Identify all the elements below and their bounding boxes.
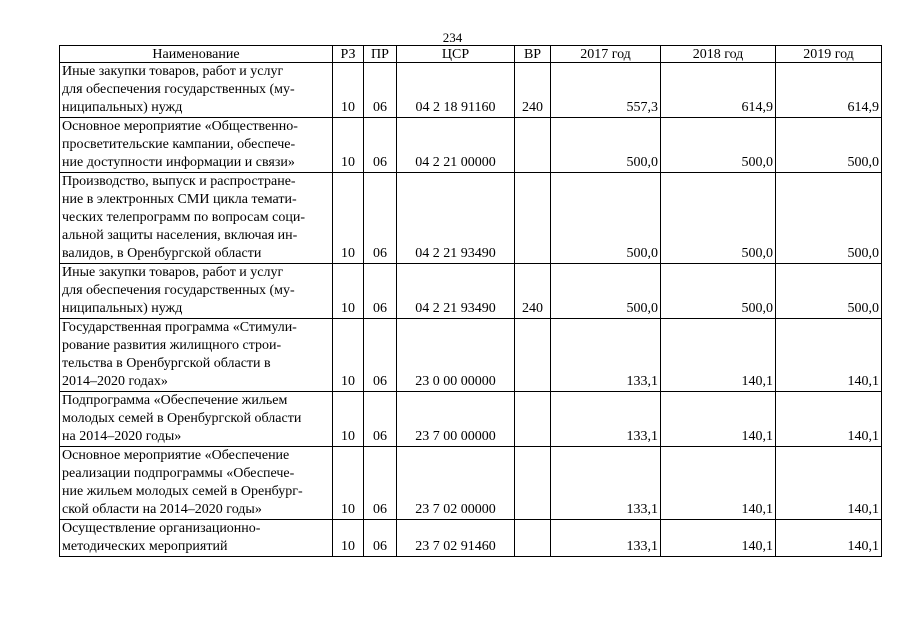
name-line: ниципальных) нужд (62, 100, 183, 115)
name-line: Производство, выпуск и распростране- (62, 174, 296, 189)
name-line: ской области на 2014–2020 годы» (62, 502, 262, 517)
table-row (60, 392, 882, 447)
cell-name (60, 447, 333, 520)
cell-csr: 04 2 21 00000 (397, 118, 515, 173)
cell-csr: 23 7 02 00000 (397, 447, 515, 520)
table-row (60, 63, 882, 118)
cell-pr: 06 (364, 264, 397, 319)
table-row (60, 173, 882, 264)
name-line: реализации подпрограммы «Обеспече- (62, 466, 295, 481)
cell-rz: 10 (333, 63, 364, 118)
cell-name (60, 319, 333, 392)
name-line: молодых семей в Оренбургской области (62, 411, 302, 426)
cell-2018: 500,0 (661, 173, 776, 264)
cell-vr: 240 (515, 63, 551, 118)
name-line: Основное мероприятие «Обеспечение (62, 448, 290, 463)
name-line: Иные закупки товаров, работ и услуг (62, 64, 284, 79)
budget-table (59, 45, 882, 557)
cell-pr: 06 (364, 520, 397, 557)
cell-csr: 04 2 21 93490 (397, 173, 515, 264)
table-row (60, 118, 882, 173)
cell-name (60, 63, 333, 118)
cell-2018: 140,1 (661, 392, 776, 447)
cell-name (60, 392, 333, 447)
cell-2019: 140,1 (776, 447, 882, 520)
cell-pr: 06 (364, 392, 397, 447)
column-header-pr: ПР (364, 46, 397, 63)
column-header-2019: 2019 год (776, 46, 882, 63)
cell-2018: 614,9 (661, 63, 776, 118)
cell-2018: 140,1 (661, 319, 776, 392)
cell-pr: 06 (364, 319, 397, 392)
cell-2017: 133,1 (551, 447, 661, 520)
cell-rz: 10 (333, 319, 364, 392)
table-row (60, 447, 882, 520)
name-line: Подпрограмма «Обеспечение жильем (62, 393, 288, 408)
cell-2019: 140,1 (776, 392, 882, 447)
page-number: 234 (442, 30, 463, 45)
cell-pr: 06 (364, 118, 397, 173)
cell-vr (515, 520, 551, 557)
cell-pr: 06 (364, 173, 397, 264)
name-line: рование развития жилищного строи- (62, 338, 282, 353)
cell-2018: 140,1 (661, 447, 776, 520)
cell-2017: 500,0 (551, 118, 661, 173)
cell-name (60, 520, 333, 557)
name-line: ниципальных) нужд (62, 301, 183, 316)
cell-pr: 06 (364, 63, 397, 118)
name-line: 2014–2020 годах» (62, 374, 168, 389)
cell-2017: 133,1 (551, 520, 661, 557)
cell-name (60, 173, 333, 264)
name-line: Государственная программа «Стимули- (62, 320, 297, 335)
cell-2019: 140,1 (776, 520, 882, 557)
name-line: методических мероприятий (62, 539, 228, 554)
cell-vr: 240 (515, 264, 551, 319)
name-line: ческих телепрограмм по вопросам соци- (62, 210, 305, 225)
name-line: ние жильем молодых семей в Оренбург- (62, 484, 303, 499)
table-row (60, 264, 882, 319)
name-line: Осуществление организационно- (62, 521, 261, 536)
table-row (60, 520, 882, 557)
column-header-2018: 2018 год (661, 46, 776, 63)
cell-2019: 500,0 (776, 264, 882, 319)
cell-csr: 04 2 18 91160 (397, 63, 515, 118)
name-line: Иные закупки товаров, работ и услуг (62, 265, 284, 280)
cell-pr: 06 (364, 447, 397, 520)
cell-name (60, 264, 333, 319)
cell-csr: 04 2 21 93490 (397, 264, 515, 319)
cell-rz: 10 (333, 392, 364, 447)
column-header-csr: ЦСР (397, 46, 515, 63)
cell-vr (515, 392, 551, 447)
column-header-rz: РЗ (333, 46, 364, 63)
cell-2019: 500,0 (776, 173, 882, 264)
name-line: для обеспечения государственных (му- (62, 82, 295, 97)
cell-2018: 500,0 (661, 264, 776, 319)
name-line: альной защиты населения, включая ин- (62, 228, 298, 243)
cell-vr (515, 447, 551, 520)
name-line: просветительские кампании, обеспече- (62, 137, 296, 152)
column-header-vr: ВР (515, 46, 551, 63)
cell-2017: 557,3 (551, 63, 661, 118)
cell-2017: 500,0 (551, 173, 661, 264)
cell-2017: 133,1 (551, 319, 661, 392)
cell-rz: 10 (333, 264, 364, 319)
cell-vr (515, 319, 551, 392)
column-header-2017: 2017 год (551, 46, 661, 63)
cell-rz: 10 (333, 447, 364, 520)
name-line: ние доступности информации и связи» (62, 155, 295, 170)
name-line: Основное мероприятие «Общественно- (62, 119, 298, 134)
name-line: на 2014–2020 годы» (62, 429, 182, 444)
name-line: ние в электронных СМИ цикла темати- (62, 192, 297, 207)
name-line: для обеспечения государственных (му- (62, 283, 295, 298)
cell-2018: 140,1 (661, 520, 776, 557)
cell-name (60, 118, 333, 173)
cell-rz: 10 (333, 173, 364, 264)
table-row (60, 319, 882, 392)
name-line: тельства в Оренбургской области в (62, 356, 271, 371)
cell-rz: 10 (333, 118, 364, 173)
cell-csr: 23 0 00 00000 (397, 319, 515, 392)
cell-vr (515, 118, 551, 173)
table-header-row (60, 46, 882, 63)
cell-2017: 500,0 (551, 264, 661, 319)
cell-rz: 10 (333, 520, 364, 557)
cell-2018: 500,0 (661, 118, 776, 173)
column-header-name: Наименование (60, 46, 333, 63)
cell-vr (515, 173, 551, 264)
cell-2019: 140,1 (776, 319, 882, 392)
cell-csr: 23 7 00 00000 (397, 392, 515, 447)
cell-csr: 23 7 02 91460 (397, 520, 515, 557)
cell-2019: 500,0 (776, 118, 882, 173)
cell-2019: 614,9 (776, 63, 882, 118)
name-line: валидов, в Оренбургской области (62, 246, 262, 261)
cell-2017: 133,1 (551, 392, 661, 447)
